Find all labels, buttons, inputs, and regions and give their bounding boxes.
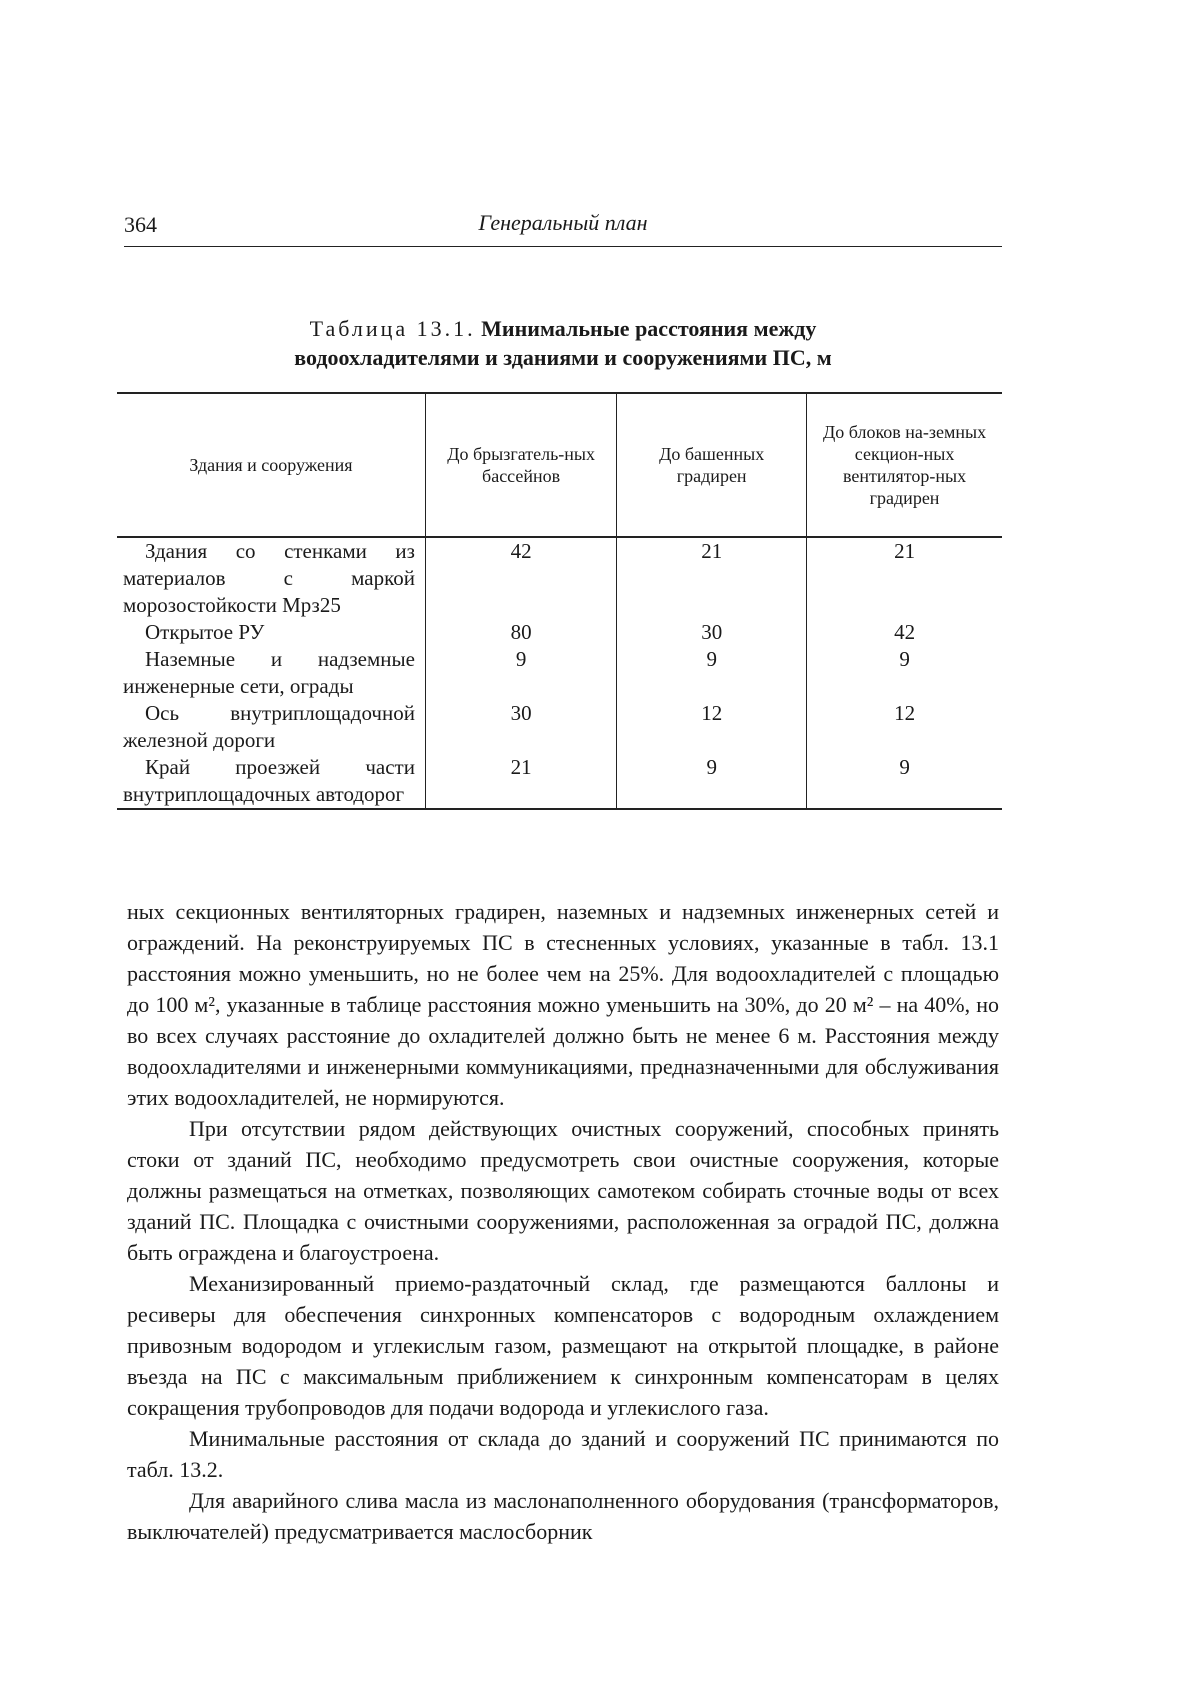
row-value-fan-towers: 9 — [807, 646, 1002, 700]
row-value-fan-towers: 9 — [807, 754, 1002, 809]
column-header-spray-pools: До брызгатель-ных бассейнов — [425, 393, 616, 537]
paragraph: Механизированный приемо-раздаточный склад, где размещаются баллоны и ресиверы для обеспечения синхронных компенсаторов с водородным охлаждением привозным водородом и углекислым газом, размещают на открытой площадке, в районе въезда на ПС с максимальным приближением к синхронным компенсаторам в целях сокращения трубопроводов для подачи водорода и углекислого газа. — [127, 1271, 999, 1420]
row-value-spray-pools: 42 — [425, 537, 616, 619]
column-header-cooling-towers: До башенных градирен — [617, 393, 807, 537]
running-title: Генеральный план — [478, 210, 648, 235]
caption-title-line-1: Минимальные расстояния между — [481, 316, 817, 341]
row-value-spray-pools: 9 — [425, 646, 616, 700]
paragraph: ных секционных вентиляторных градирен, наземных и надземных инженерных сетей и ограждений. На реконструируемых ПС в стесненных условиях, указанные в табл. 13.1 расстояния можно уменьшить, но не более чем на 25%. Для водоохладителей с площадью до 100 м², указанные в таблице расстояния можно уменьшить на 30%, до 20 м² – на 40%, но во всех случаях расстояние до охладителей должно быть не менее 6 м. Расстояния между водоохладителями и инженерными коммуникациями, предназначенными для обслуживания этих водоохладителей, не нормируются. — [127, 899, 999, 1110]
table-row — [117, 754, 1002, 809]
table-row — [117, 646, 1002, 700]
table-row — [117, 700, 1002, 754]
row-value-fan-towers: 42 — [807, 619, 1002, 646]
body-text — [127, 896, 999, 1547]
row-name: Ось внутриплощадочной железной дороги — [123, 701, 415, 752]
column-header-fan-towers: До блоков на-земных секцион-ных вентилятор-ных градирен — [807, 393, 1002, 537]
column-header-buildings: Здания и сооружения — [117, 393, 425, 537]
row-value-cooling-towers: 12 — [617, 700, 807, 754]
row-value-spray-pools: 80 — [425, 619, 616, 646]
paragraph: Для аварийного слива масла из маслонаполненного оборудования (трансформаторов, выключателей) предусматривается маслосборник — [127, 1488, 999, 1544]
caption-line-1 — [124, 314, 1002, 343]
row-value-cooling-towers: 21 — [617, 537, 807, 619]
caption-title-line-2: водоохладителями и зданиями и сооружениями ПС, — [294, 345, 812, 370]
row-value-cooling-towers: 30 — [617, 619, 807, 646]
page-number: 364 — [124, 212, 157, 237]
row-value-fan-towers: 12 — [807, 700, 1002, 754]
caption-line-2 — [124, 343, 1002, 372]
table-row — [117, 619, 1002, 646]
table-row — [117, 537, 1002, 619]
row-value-cooling-towers: 9 — [617, 754, 807, 809]
caption-label: Таблица 13.1. — [309, 316, 476, 341]
row-name: Край проезжей части внутриплощадочных автодорог — [117, 754, 425, 809]
paragraph: При отсутствии рядом действующих очистных сооружений, способных принять стоки от зданий ПС, необходимо предусмотреть свои очистные сооружения, которые должны размещаться на отметках, позволяющих самотеком собирать сточные воды от всех зданий ПС. Площадка с очистными сооружениями, расположенная за оградой ПС, должна быть ограждена и благоустроена. — [127, 1116, 999, 1265]
paragraph: Минимальные расстояния от склада до зданий и сооружений ПС принимаются по табл. 13.2. — [127, 1426, 999, 1482]
row-value-spray-pools: 30 — [425, 700, 616, 754]
row-value-fan-towers: 21 — [807, 537, 1002, 619]
running-header — [124, 210, 1002, 247]
row-name: Открытое РУ — [145, 620, 265, 644]
row-value-cooling-towers: 9 — [617, 646, 807, 700]
row-name: Наземные и надземные инженерные сети, ограды — [123, 647, 415, 698]
row-value-spray-pools: 21 — [425, 754, 616, 809]
table-header-row — [117, 393, 1002, 537]
distances-table — [117, 392, 1002, 810]
caption-unit: м — [816, 345, 832, 370]
table-caption — [124, 314, 1002, 372]
row-name: Здания со стенками из материалов с маркой морозостойкости Мрз25 — [123, 539, 415, 617]
